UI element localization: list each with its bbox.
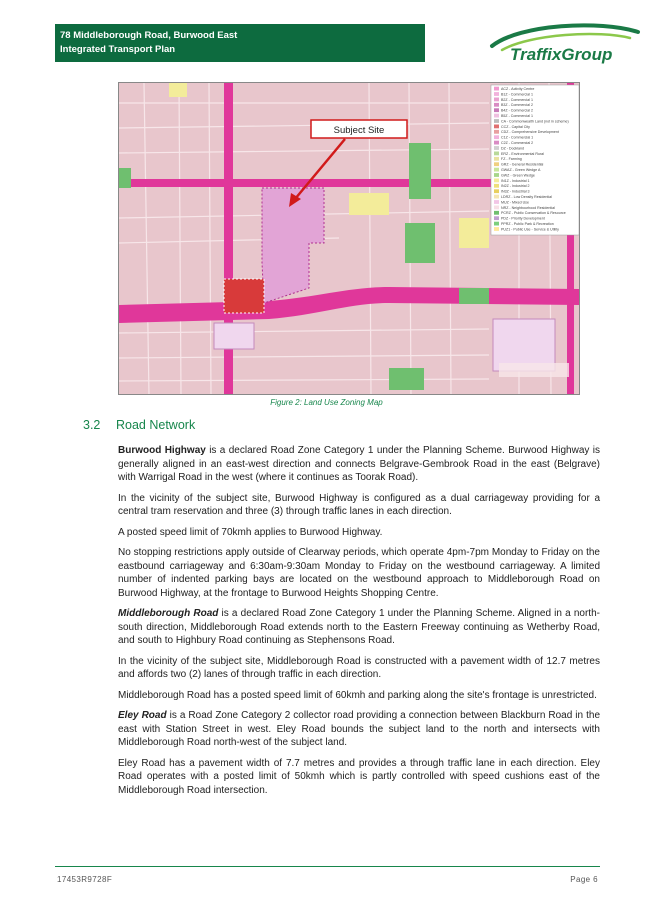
legend-swatch (494, 119, 499, 123)
body-text (118, 444, 600, 804)
legend-swatch (494, 200, 499, 204)
legend-entry: PUZ1 - Public Use - Service & Utility (501, 227, 559, 232)
legend-entry: IN1Z - Industrial 1 (501, 178, 530, 183)
legend-entry: B4Z - Commercial 2 (501, 108, 533, 113)
paragraph-text: No stopping restrictions apply outside of Clearway periods, which operate 4pm-7pm Monday to Friday on the eastbound carriageway and 6:30am-9:30am Monday to Friday on the westbound carriageway. A limited number of indented parking bays are located on the westbound approach to Middleborough Road on Burwood Highway, at the frontage to Burwood Heights Shopping Centre. (118, 547, 600, 599)
document-title-line1: 78 Middleborough Road, Burwood East (60, 30, 238, 41)
paragraph (118, 757, 600, 798)
legend-swatch (494, 216, 499, 220)
paragraph (118, 655, 600, 682)
legend-entry: GWZ - Green Wedge (501, 173, 535, 178)
document-title (60, 29, 237, 57)
legend-swatch (494, 108, 499, 112)
section-number: 3.2 (83, 418, 101, 432)
legend-swatch (494, 195, 499, 199)
paragraph-text: is a Road Zone Category 2 collector road providing a connection between Blackburn Road in the east with Station Street in west. Eley Road bounds the subject land to the north and intersects with Middleborough Road north-west of the subject land. (118, 710, 601, 748)
legend-entry: B2Z - Commercial 1 (501, 97, 533, 102)
legend-entry: PCRZ - Public Conservation & Resource (501, 211, 566, 216)
legend-swatch (494, 206, 499, 210)
legend-entry: GRZ - General Residential (501, 162, 544, 167)
legend-entry: PPRZ - Public Park & Recreation (501, 222, 554, 226)
legend-entry: C1Z - Commercial 1 (501, 135, 534, 140)
legend-entry: CDZ - Comprehensive Development (501, 130, 559, 135)
document-title-line2: Integrated Transport Plan (60, 44, 176, 55)
paragraph-lead: Burwood Highway (118, 445, 206, 456)
legend-swatch (494, 162, 499, 166)
paragraph (118, 546, 600, 600)
paragraph (118, 607, 600, 648)
legend-swatch (494, 114, 499, 118)
legend-swatch (494, 184, 499, 188)
paragraph (118, 492, 600, 519)
paragraph (118, 709, 600, 750)
paragraph-text: A posted speed limit of 70kmh applies to Burwood Highway. (118, 526, 383, 538)
legend-swatch (494, 103, 499, 107)
paragraph-text: In the vicinity of the subject site, Middleborough Road is constructed with a pavement width of 12.7 metres and affords two (2) lanes of through traffic in each direction. (118, 655, 600, 680)
legend-swatch (494, 141, 499, 145)
legend-entry: CA - Commonwealth Land (not in scheme) (501, 119, 569, 124)
figure-caption: Figure 2: Land Use Zoning Map (270, 398, 383, 407)
legend-swatch (494, 179, 499, 183)
section-title: Road Network (116, 418, 196, 432)
paragraph (118, 444, 600, 485)
legend-swatch (494, 173, 499, 177)
legend-entry: DZ - Dockland (501, 146, 524, 151)
legend-entry: IN2Z - Industrial 2 (501, 184, 530, 189)
paragraph-text: is a declared Road Zone Category 1 under the Planning Scheme. Aligned in a north-south direction, Middleborough Road extends north to the Eastern Freeway continuing as Wetherby Road, and south to Highbury Road continuing as Stephensons Road. (118, 608, 600, 646)
paragraph-text: Middleborough Road has a posted speed limit of 60kmh and parking along the site's frontage is unrestricted. (118, 689, 597, 701)
legend-swatch (494, 146, 499, 150)
legend-swatch (494, 189, 499, 193)
legend-entry: FZ - Farming (501, 157, 522, 162)
subject-site-callout: Subject Site (333, 125, 385, 136)
paragraph-text: Eley Road has a pavement width of 7.7 metres and provides a through traffic lane in each direction. Eley Road operates with a posted limit of 50kmh which is partly controlled with speed cushions east of the Middleborough Road intersection. (118, 757, 600, 796)
legend-entry: ACZ - Activity Centre (501, 87, 535, 91)
logo-text: TraffixGroup (510, 45, 613, 64)
paragraph-lead: Eley Road (118, 710, 167, 721)
traffixgroup-logo (480, 20, 645, 68)
paragraph (118, 689, 600, 703)
legend-entry: ERZ - Environmental Rural (501, 151, 544, 156)
legend-entry: B5Z - Commercial 1 (501, 114, 533, 118)
footer-divider (55, 866, 600, 867)
legend-entry: GWAZ - Green Wedge A (501, 168, 541, 172)
paragraph-text: In the vicinity of the subject site, Burwood Highway is configured as a dual carriageway providing for a central tram reservation and three (3) through traffic lanes in each direction. (118, 492, 600, 517)
legend-swatch (494, 135, 499, 139)
section-heading (83, 418, 195, 432)
legend-swatch (494, 92, 499, 96)
paragraph-text: is a declared Road Zone Category 1 under the Planning Scheme. Burwood Highway is generally aligned in an east-west direction and connects Belgrave-Gembrook Road in the east (Belgrave) with Warrigal Road in the west (where it continues as Toorak Road). (118, 445, 600, 483)
land-use-zoning-map (118, 82, 580, 395)
page-number: Page 6 (570, 875, 598, 884)
legend-entry: NRZ - Neighbourhood Residential (501, 205, 555, 210)
legend-entry: B1Z - Commercial 1 (501, 92, 533, 97)
legend-entry: PDZ - Priority Development (501, 216, 545, 221)
legend-swatch (494, 87, 499, 91)
paragraph (118, 526, 600, 540)
legend-swatch (494, 211, 499, 215)
paragraph-lead: Middleborough Road (118, 608, 219, 619)
legend-swatch (494, 98, 499, 102)
legend-entry: MUZ - Mixed Use (501, 200, 529, 205)
legend-entry: CCZ - Capital City (501, 124, 530, 129)
legend-entry: B3Z - Commercial 2 (501, 103, 533, 108)
legend-entry: C2Z - Commercial 2 (501, 141, 534, 145)
legend-swatch (494, 227, 499, 231)
legend-entry: IN3Z - Industrial 3 (501, 189, 530, 194)
legend-swatch (494, 222, 499, 226)
legend-swatch (494, 152, 499, 156)
legend-swatch (494, 130, 499, 134)
legend-swatch (494, 168, 499, 172)
legend-swatch (494, 125, 499, 129)
document-reference: 17453R9728F (57, 875, 113, 884)
legend-swatch (494, 157, 499, 161)
legend-entry: LDRZ - Low Density Residential (501, 195, 552, 199)
